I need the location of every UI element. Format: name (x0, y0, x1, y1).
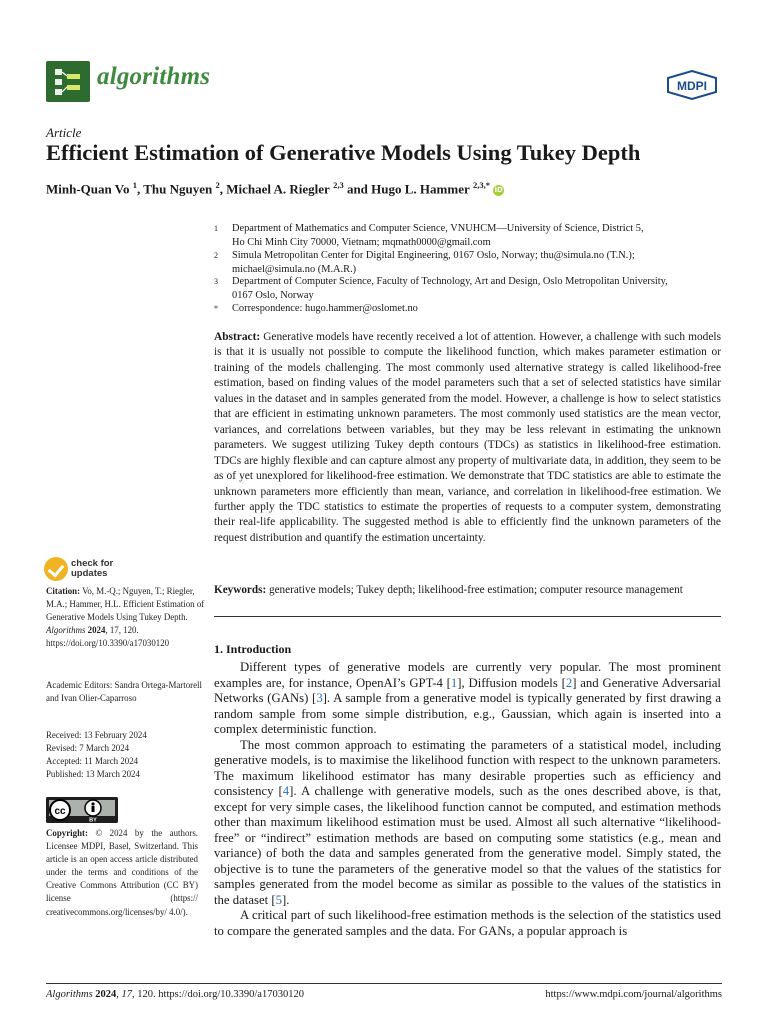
affiliation-text: Ho Chi Minh City 70000, Vietnam; mqmath0000@gmail.com (232, 237, 491, 248)
footer-journal-url[interactable]: https://www.mdpi.com/journal/algorithms (545, 989, 722, 1000)
journal-logo-icon (46, 61, 90, 102)
affiliation-2 (214, 249, 734, 277)
correspondence-text[interactable]: Correspondence: hugo.hammer@oslomet.no (232, 303, 418, 314)
footer-doi[interactable]: , 120. https://doi.org/10.3390/a17030120 (132, 989, 304, 1000)
affiliation-text: Department of Computer Science, Faculty of Technology, Art and Design, Oslo Metropolitan University, (232, 276, 668, 287)
svg-text:cc: cc (54, 806, 66, 817)
check-for-updates-line2: updates (71, 568, 108, 579)
affiliation-text: Department of Mathematics and Computer Science, VNUHCM—University of Science, District 5, (232, 223, 644, 234)
reference-link[interactable]: 4 (282, 784, 290, 798)
check-icon (44, 557, 68, 581)
footer-journal: Algorithms (46, 989, 93, 1000)
section-heading-introduction: 1. Introduction (214, 642, 292, 656)
author-name[interactable]: Michael A. Riegler (226, 181, 330, 197)
reference-link[interactable]: 2 (565, 675, 573, 690)
author-affiliation-mark: 2,3 (333, 180, 344, 190)
cc-by-label: BY (89, 817, 97, 823)
citation-year: 2024 (87, 625, 106, 636)
text-run: The most common approach to estimating the parameters of a statistical model, including generative models, is to maximise the likelihood function with respect to the unknown parameters. The maximum likelihood estimator has many desirable properties such as efficiency and consistency [ (214, 737, 721, 798)
footer-volume: 17 (121, 989, 133, 1000)
date-published: Published: 13 March 2024 (46, 769, 140, 779)
date-accepted: Accepted: 11 March 2024 (46, 756, 139, 766)
footer-citation: Algorithms 2024, 17, 120. https://doi.org/10.3390/a17030120 (46, 989, 304, 1000)
paragraph (214, 660, 721, 738)
affiliation-number: 1 (214, 224, 218, 233)
author-name[interactable]: Hugo L. Hammer (371, 181, 470, 197)
abstract-label: Abstract: (214, 331, 261, 343)
abstract-text: Generative models have recently received a lot of attention. However, a challenge with such models is that it is usually not possible to compute the likelihood function, which makes parameter estimation or training of the models challenging. The most commonly used alternative strategy is called likelihood-free estimation, based on finding values of the model parameters such that a set of selected statistics have similar values in the dataset and in samples generated from the model. However, a challenge is how to select statistics that are efficient in estimating unknown parameters. The most commonly used statistics are the mean vector, variances, and correlations between variables, but they may be less relevant in estimating the unknown parameters. We suggest utilizing Tukey depth contours (TDCs) as statistics in likelihood-free estimation. TDCs are highly flexible and can capture almost any property of multivariate data, in addition, they seem to be as of yet unexplored for likelihood-free estimation. We demonstrate that TDC statistics are able to estimate the unknown parameters more efficiently than mean, variance, and correlation in likelihood-free estimation. We further apply the TDC statistics to estimate the properties of requests to a computer system, demonstrating their real-life applicability. The suggested method is able to efficiently find the unknown parameters of the request distribution and quantify the estimation uncertainty. (214, 331, 722, 544)
text-run: ]. A sample from a generative model is typically generated by first drawing a random sample from some simple distribution, e.g., Gaussian, which again is inserted into a complex deterministic function. (214, 691, 721, 736)
article-type: Article (46, 125, 82, 140)
text-run: ]. (281, 892, 290, 907)
date-received: Received: 13 February 2024 (46, 730, 147, 740)
check-for-updates-line1: check for (71, 558, 114, 569)
copyright-text: © 2024 by the authors. Licensee MDPI, Basel, Switzerland. This article is an open access article distributed under the terms and conditions of the Creative Commons Attribution (CC BY) license (https:// creativecommons.org/licenses/by/ 4.0/). (46, 828, 199, 917)
author-list: Minh-Quan Vo $^1$, Thu Nguyen $^2$, Michael A. Riegler $^{2,3}$ and Hugo L. Hammer $^{2,3,*}$ iD (46, 180, 503, 197)
citation-label: Citation: (46, 586, 81, 596)
check-for-updates-button[interactable] (44, 557, 124, 583)
paragraph: A critical part of such likelihood-free estimation methods is the selection of the statistics used to compare the generated samples and the data. For GANs, a popular approach is (214, 908, 721, 938)
author-and: and (346, 181, 368, 197)
affiliation-number: 3 (214, 277, 218, 286)
affiliation-1 (214, 222, 734, 250)
text-run: ]. A challenge with generative models, such as the ones described above, is that, except for very simple cases, the likelihood function cannot be computed, and estimation methods other than maximum likelihood estimation must be used. Almost all such alternative “likelihood-free” or “indirect” estimation methods are based on computing some statistics (e.g., mean and variance) of both the data and samples generated from the generative model. Simply stated, the objective is to tune the parameters of the generative model so that the values of the statistics for samples generated from the model become as similar as possible to the values of the statistics in the dataset [ (214, 784, 722, 907)
check-for-updates-text (71, 559, 113, 579)
author-affiliation-mark: 1 (132, 180, 137, 190)
text-run: ] and Generative Adversarial Networks (GANs) [ (214, 675, 721, 705)
cc-by-license-icon[interactable] (46, 797, 118, 823)
correspondence (214, 302, 734, 316)
affiliation-text: Simula Metropolitan Center for Digital Engineering, 0167 Oslo, Norway; thu@simula.no (T.N.); (232, 250, 635, 261)
citation-doi[interactable]: , 17, 120. https://doi.org/10.3390/a17030120 (46, 625, 170, 649)
mdpi-logo-text: MDPI (677, 79, 707, 93)
abstract (214, 330, 721, 546)
affiliation-3 (214, 275, 734, 303)
article-title: Efficient Estimation of Generative Models Using Tukey Depth (46, 140, 641, 165)
mdpi-logo-icon[interactable] (666, 70, 718, 100)
footer-divider (46, 983, 722, 984)
date-revised: Revised: 7 March 2024 (46, 743, 130, 753)
author-name[interactable]: Minh-Quan Vo (46, 181, 130, 197)
section-divider (214, 616, 721, 617)
paragraph (214, 738, 721, 909)
footer-year: 2024 (95, 989, 117, 1000)
citation-journal: Algorithms (46, 625, 86, 636)
copyright-label: Copyright: (46, 828, 88, 838)
orcid-icon[interactable]: iD (494, 186, 503, 195)
affiliation-number: 2 (214, 251, 218, 260)
affiliation-text: michael@simula.no (M.A.R.) (232, 264, 357, 275)
text-run: ], Diffusion models [ (457, 675, 566, 690)
copyright-block (46, 827, 198, 919)
keywords (214, 583, 724, 598)
author-affiliation-mark: 2 (215, 180, 220, 190)
reference-link[interactable]: 5 (275, 892, 282, 907)
introduction-body (214, 660, 721, 939)
text-run: Different types of generative models are currently very popular. The most prominent examples are, for instance, OpenAI’s GPT-4 [ (214, 660, 721, 690)
journal-name[interactable]: algorithms (97, 63, 211, 90)
keywords-text: generative models; Tukey depth; likelihood-free estimation; computer resource management (269, 584, 683, 596)
author-name[interactable]: Thu Nguyen (143, 181, 213, 197)
affiliation-number: * (214, 304, 218, 313)
keywords-label: Keywords: (214, 584, 267, 596)
citation-text: Vo, M.-Q.; Nguyen, T.; Riegler, M.A.; Hammer, H.L. Efficient Estimation of Generative Models Using Tukey Depth. (46, 586, 205, 623)
citation-block (46, 585, 206, 650)
reference-link[interactable]: 1 (450, 675, 458, 690)
reference-link[interactable]: 3 (316, 691, 323, 705)
author-affiliation-mark: 2,3,* (473, 180, 490, 190)
affiliation-text: 0167 Oslo, Norway (232, 290, 314, 301)
academic-editors: Academic Editors: Sandra Ortega-Martorell and Ivan Olier-Caparroso (46, 680, 202, 704)
